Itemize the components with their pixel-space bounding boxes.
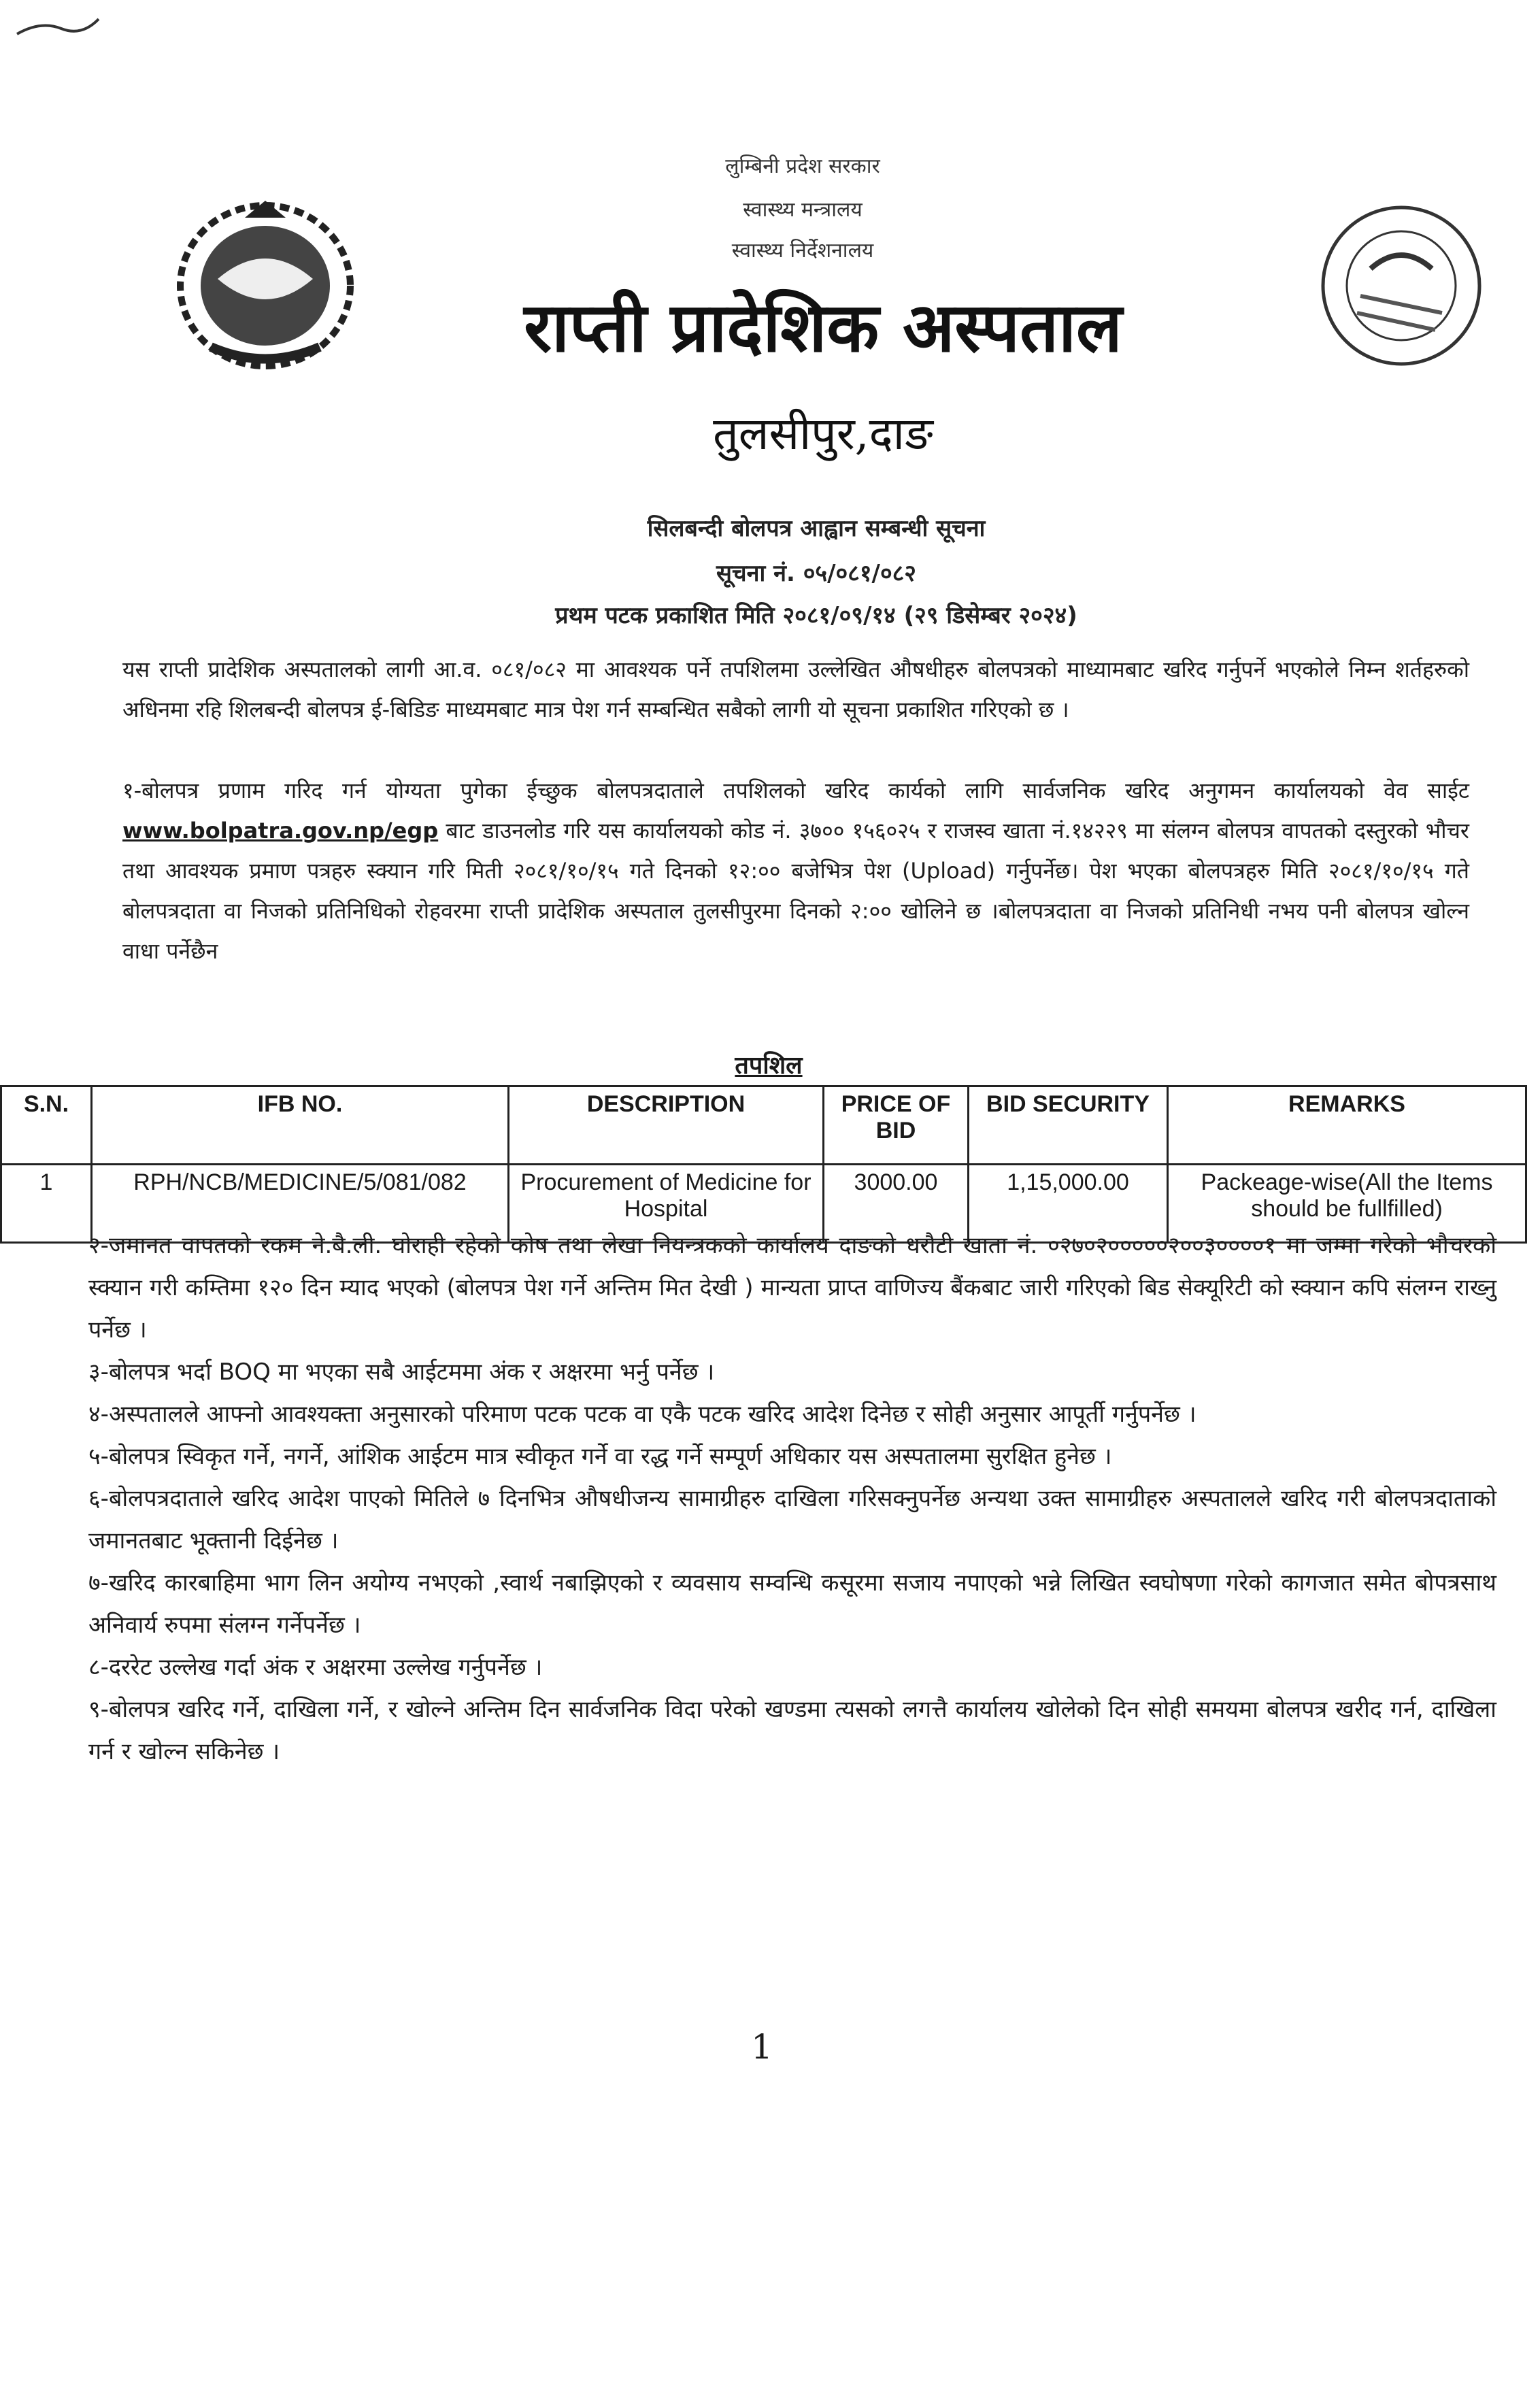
notice-published-date: प्रथम पटक प्रकाशित मिति २०८१/०९/१४ (२९ डिसेम्बर २०२४) bbox=[555, 602, 1077, 629]
cell-ifb: RPH/NCB/MEDICINE/5/081/082 bbox=[92, 1165, 509, 1243]
condition-1-text-b: बाट डाउनलोड गरि यस कार्यालयको कोड नं. ३७०० १५६०२५ र राजस्व खाता नं.१४२२९ मा संलग्न बोलपत्र वापतको दस्तुरको भौचर तथा आवश्यक प्रमाण पत्रहरु स्क्यान गरि मिती २०८१/१०/१५ गते दिनको १२:०० बजेभित्र पेश (Upload) गर्नुपर्नेछ। पेश भएका बोलपत्रहरु मिति २०८१/१०/१५ गते बोलपत्रदाता वा निजको प्रतिनिधिको रोहवरमा राप्ती प्रादेशिक अस्पताल तुलसीपुरमा दिनको २:०० खोलिने छ ।बोलपत्रदाता वा निजको प्रतिनिधी नभय पनी बोलपत्र खोल्न वाधा पर्नेछैन bbox=[122, 818, 1469, 964]
col-description: DESCRIPTION bbox=[509, 1086, 824, 1165]
ministry-line-3: स्वास्थ्य निर्देशनालय bbox=[731, 239, 874, 263]
condition-5: ५-बोलपत्र स्विकृत गर्ने, नगर्ने, आंशिक आईटम मात्र स्वीकृत गर्ने वा रद्ध गर्ने सम्पूर्ण अधिकार यस अस्पतालमा सुरक्षित हुनेछ । bbox=[88, 1443, 1112, 1470]
hospital-seal-icon bbox=[1306, 194, 1496, 378]
intro-paragraph: यस राप्ती प्रादेशिक अस्पतालको लागी आ.व. ०८१/०८२ मा आवश्यक पर्ने तपशिलमा उल्लेखित औषधीहरु बोलपत्रको माध्यामबाट खरिद गर्नुपर्ने भएकोले निम्न शर्तहरुको अधिनमा रहि शिलबन्दी बोलपत्र ई-बिडिङ माध्यमबाट मात्र पेश गर्न सम्बन्धित सबैको लागी यो सूचना प्रकाशित गरिएको छ । bbox=[122, 656, 1469, 722]
col-bid-security: BID SECURITY bbox=[969, 1086, 1168, 1165]
nepal-emblem-icon bbox=[170, 197, 361, 374]
cell-bid-security: 1,15,000.00 bbox=[969, 1165, 1168, 1243]
condition-4: ४-अस्पतालले आफ्नो आवश्यक्ता अनुसारको परिमाण पटक पटक वा एकै पटक खरिद आदेश दिनेछ र सोही अनुसार आपूर्ती गर्नुपर्नेछ । bbox=[88, 1401, 1196, 1428]
condition-2: २-जमानत वापतको रकम ने.बै.ली. घोराही रहेको कोष तथा लेखा नियन्त्रकको कार्यालय दाङको धरौटी खाता नं. ०२७०२०००००२००३००००१ मा जम्मा गरेको भौचरको स्क्यान गरी कम्तिमा १२० दिन म्याद भएको (बोलपत्र पेश गर्ने अन्तिम मित देखी ) मान्यता प्राप्त वाणिज्य बैंकबाट जारी गरिएको बिड सेक्यूरिटी को स्क्यान कपि संलग्न राख्नु पर्नेछ । bbox=[88, 1232, 1496, 1344]
cell-price: 3000.00 bbox=[824, 1165, 969, 1243]
cell-remarks: Packeage-wise(All the Items should be fullfilled) bbox=[1168, 1165, 1526, 1243]
col-sn: S.N. bbox=[1, 1086, 92, 1165]
ministry-line-2: स्वास्थ्य मन्त्रालय bbox=[743, 198, 863, 222]
cell-sn: 1 bbox=[1, 1165, 92, 1243]
col-remarks: REMARKS bbox=[1168, 1086, 1526, 1165]
bid-table bbox=[0, 1085, 1527, 1244]
bolpatra-link[interactable]: www.bolpatra.gov.np/egp bbox=[122, 818, 439, 844]
col-ifb: IFB NO. bbox=[92, 1086, 509, 1165]
notice-heading: सिलबन्दी बोलपत्र आह्वान सम्बन्धी सूचना bbox=[647, 515, 986, 542]
notice-number: सूचना नं. ०५/०८१/०८२ bbox=[716, 560, 916, 587]
condition-7: ७-खरिद कारबाहिमा भाग लिन अयोग्य नभएको ,स्वार्थ नबाझिएको र व्यवसाय सम्वन्धि कसूरमा सजाय नपाएको भन्ने लिखित स्वघोषणा गरेको कागजात समेत बोपत्रसाथ अनिवार्य रुपमा संलग्न गर्नेपर्नेछ । bbox=[88, 1569, 1496, 1639]
hospital-location: तुलसीपुर,दाङ bbox=[713, 407, 933, 460]
condition-3: ३-बोलपत्र भर्दा BOQ मा भएका सबै आईटममा अंक र अक्षरमा भर्नु पर्नेछ । bbox=[88, 1359, 715, 1386]
table-title: तपशिल bbox=[735, 1052, 803, 1080]
pen-mark bbox=[14, 14, 102, 41]
col-price: PRICE OF BID bbox=[824, 1086, 969, 1165]
conditions-list bbox=[88, 1224, 1496, 1773]
condition-1 bbox=[122, 771, 1469, 971]
hospital-name: राप्ती प्रादेशिक अस्पताल bbox=[524, 287, 1122, 367]
condition-6: ६-बोलपत्रदाताले खरिद आदेश पाएको मितिले ७ दिनभित्र औषधीजन्य सामाग्रीहरु दाखिला गरिसक्नुपर्नेछ अन्यथा उक्त सामाग्रीहरु अस्पतालले खरिद गरी बोलपत्रदाताको जमानतबाट भूक्तानी दिईनेछ । bbox=[88, 1485, 1496, 1554]
condition-8: ८-दररेट उल्लेख गर्दा अंक र अक्षरमा उल्लेख गर्नुपर्नेछ । bbox=[88, 1654, 543, 1681]
page-number: 1 bbox=[751, 2027, 773, 2067]
ministry-line-1: लुम्बिनी प्रदेश सरकार bbox=[725, 154, 880, 178]
condition-1-text-a: १-बोलपत्र प्रणाम गरिद गर्न योग्यता पुगेका ईच्छुक बोलपत्रदाताले तपशिलको खरिद कार्यको लागि सार्वजनिक खरिद अनुगमन कार्यालयको वेव साईट bbox=[122, 778, 1469, 803]
cell-description: Procurement of Medicine for Hospital bbox=[509, 1165, 824, 1243]
condition-9: ९-बोलपत्र खरिद गर्ने, दाखिला गर्ने, र खोल्ने अन्तिम दिन सार्वजनिक विदा परेको खण्डमा त्यसको लगत्तै कार्यालय खोलेको दिन सोही समयमा बोलपत्र खरीद गर्न, दाखिला गर्न र खोल्न सकिनेछ । bbox=[88, 1696, 1496, 1765]
table-header-row bbox=[1, 1086, 1526, 1165]
